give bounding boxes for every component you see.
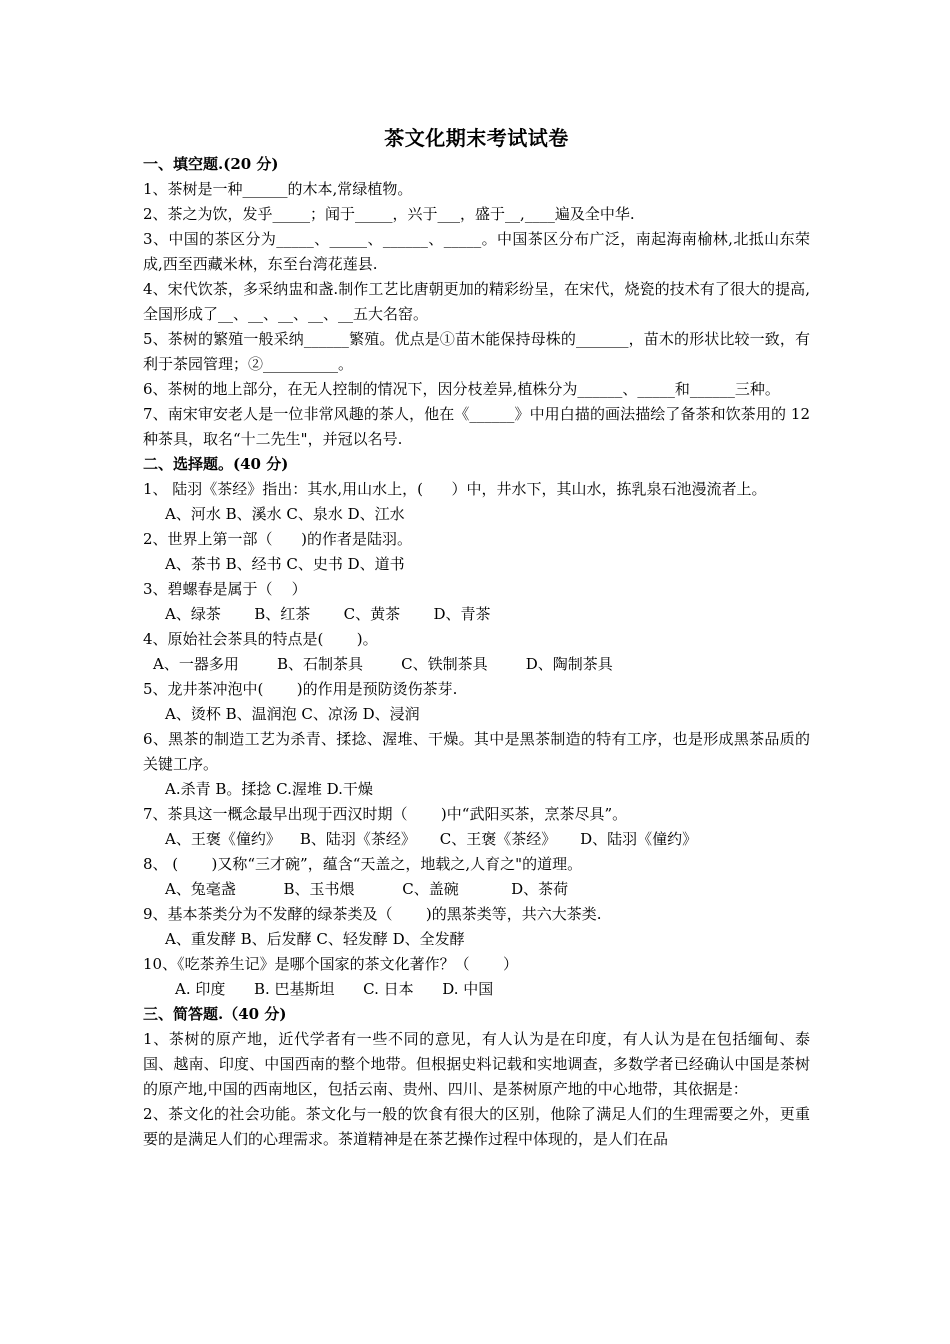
section-heading-fill-blank: 一、填空题.(20 分): [143, 155, 279, 173]
question-fill-5: 5、茶树的繁殖一般采纳______繁殖。优点是①苗木能保持母株的_______，苗木的形状比较一致，有利于茶园管理；②__________。: [143, 330, 810, 373]
question-choice-5-options: A、烫杯 B、温润泡 C、凉汤 D、浸润: [165, 705, 420, 723]
question-choice-3: 3、碧螺春是属于（ ）: [143, 580, 307, 598]
question-choice-8-options: A、兔毫盏 B、玉书煨 C、盖碗 D、茶荷: [165, 880, 569, 898]
question-choice-4-options: A、一器多用 B、石制茶具 C、铁制茶具 D、陶制茶具: [153, 655, 613, 673]
question-choice-9: 9、基本茶类分为不发酵的绿茶类及（ )的黑茶类等，共六大茶类.: [143, 905, 602, 923]
question-fill-7: 7、南宋审安老人是一位非常风趣的茶人，他在《______》中用白描的画法描绘了备茶和饮茶用的 12 种茶具，取名“十二先生"，并冠以名号.: [143, 405, 815, 448]
question-fill-3: 3、中国的茶区分为_____、_____、______、_____。中国茶区分布广泛，南起海南榆林,北抵山东荣成,西至西藏米林，东至台湾花莲县.: [143, 230, 810, 273]
question-short-2: 2、茶文化的社会功能。茶文化与一般的饮食有很大的区别，他除了满足人们的生理需要之外，更重要的是满足人们的心理需求。茶道精神是在茶艺操作过程中体现的，是人们在品: [143, 1105, 810, 1148]
section-heading-short-answer: 三、简答题.（40 分): [143, 1005, 287, 1023]
section-heading-choice: 二、选择题。(40 分): [143, 455, 289, 473]
question-choice-3-options: A、绿茶 B、红茶 C、黄茶 D、青茶: [165, 605, 491, 623]
question-choice-4: 4、原始社会茶具的特点是( )。: [143, 630, 378, 648]
question-short-1: 1、茶树的原产地，近代学者有一些不同的意见，有人认为是在印度，有人认为是在包括缅甸、泰国、越南、印度、中国西南的整个地带。但根据史料记载和实地调查，多数学者已经确认中国是茶树的原产地,中国的西南地区，包括云南、贵州、四川、是茶树原产地的中心地带，其依据是：: [143, 1030, 810, 1098]
question-choice-5: 5、龙井茶冲泡中( )的作用是预防烫伤茶芽.: [143, 680, 458, 698]
exam-content: [143, 126, 815, 1152]
question-choice-7: 7、茶具这一概念最早出现于西汉时期（ )中“武阳买茶，烹茶尽具”。: [143, 805, 628, 823]
question-fill-4: 4、宋代饮茶，多采纳盅和盏.制作工艺比唐朝更加的精彩纷呈，在宋代，烧瓷的技术有了很大的提高,全国形成了__、__、__、__、__五大名窑。: [143, 280, 810, 323]
question-fill-1: 1、茶树是一种______的木本,常绿植物。: [143, 180, 413, 198]
page-title: 茶文化期末考试试卷: [384, 126, 569, 150]
question-fill-2: 2、茶之为饮，发乎_____；闻于_____，兴于___，盛于__,____遍及全中华.: [143, 205, 635, 223]
question-choice-7-options: A、王褒《僮约》 B、陆羽《茶经》 C、王褒《茶经》 D、陆羽《僮约》: [165, 830, 698, 848]
question-choice-10-options: A. 印度 B. 巴基斯坦 C. 日本 D. 中国: [175, 980, 494, 998]
question-choice-1-options: A、河水 B、溪水 C、泉水 D、江水: [165, 505, 405, 523]
question-choice-10: 10、《吃茶养生记》是哪个国家的茶文化著作？（ ）: [143, 955, 518, 973]
question-choice-1: 1、 陆羽《茶经》指出：其水,用山水上，( ）中，井水下，其山水，拣乳泉石池漫流者上。: [143, 480, 767, 498]
question-choice-2: 2、世界上第一部（ )的作者是陆羽。: [143, 530, 413, 548]
question-choice-6: 6、黑茶的制造工艺为杀青、揉捻、渥堆、干燥。其中是黑茶制造的特有工序，也是形成黑茶品质的关键工序。: [143, 730, 810, 773]
question-choice-6-options: A.杀青 B。揉捻 C.渥堆 D.干燥: [165, 780, 373, 798]
question-choice-8: 8、 ( )又称“三才碗”，蕴含“天盖之，地载之,人育之"的道理。: [143, 855, 583, 873]
question-choice-2-options: A、茶书 B、经书 C、史书 D、道书: [165, 555, 405, 573]
question-choice-9-options: A、重发酵 B、后发酵 C、轻发酵 D、全发酵: [165, 930, 465, 948]
question-fill-6: 6、茶树的地上部分，在无人控制的情况下，因分枝差异,植株分为______、_____和______三种。: [143, 380, 780, 398]
